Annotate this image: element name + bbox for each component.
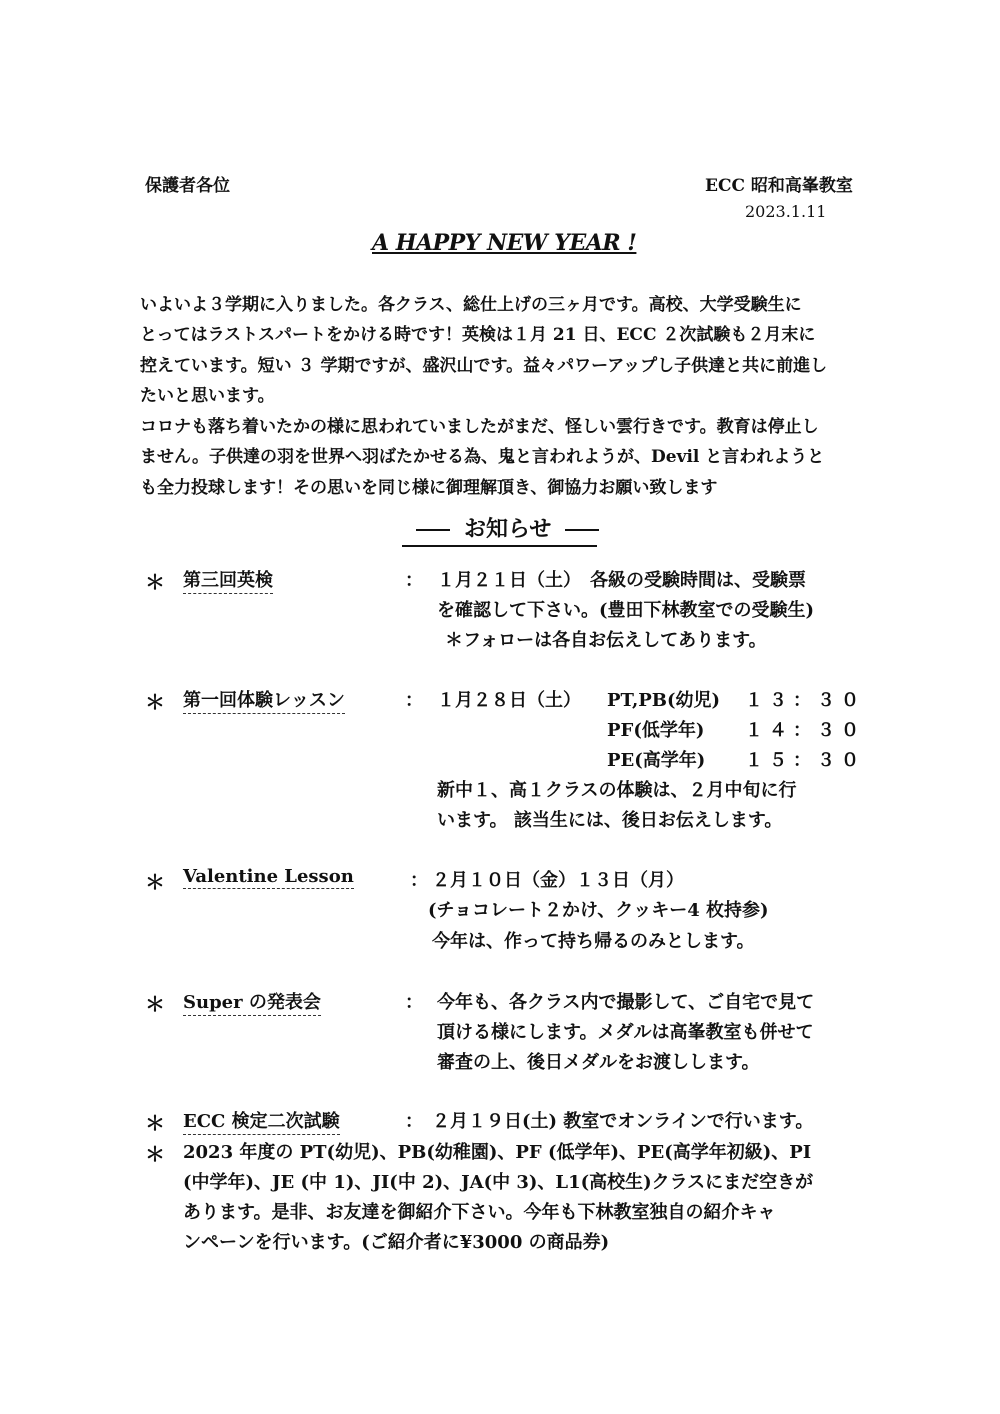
- eiken-line: ＊フォローは各自お伝えしてあります。: [445, 630, 767, 651]
- section-title-text: お知らせ: [464, 516, 552, 542]
- trial-class-time: １３：３０: [745, 690, 865, 711]
- bullet-asterisk: ＊: [145, 992, 165, 1016]
- vacancy-line: ンペーンを行います。(ご紹介者に¥3000 の商品券): [183, 1232, 610, 1253]
- addressee: 保護者各位: [145, 176, 230, 196]
- valentine-line: (チョコレート２かけ、クッキー4 枚持参): [428, 900, 769, 921]
- trial-class-time: １４：３０: [745, 720, 865, 741]
- valentine-line: 今年は、作って持ち帰るのみとします。: [432, 931, 755, 952]
- vacancy-line: 2023 年度の PT(幼児)、PB(幼稚園)、PF (低学年)、PE(高学年初級)、PI: [183, 1142, 812, 1163]
- dash-decoration: [565, 529, 599, 531]
- trial-class-time: １５：３０: [745, 750, 865, 771]
- bullet-asterisk: ＊: [145, 690, 165, 714]
- super-line: 頂ける様にします。メダルは高峯教室も併せて: [437, 1022, 814, 1043]
- trial-class-label: PF(低学年): [607, 720, 705, 741]
- intro-line: も全力投球します！その思いを同じ様に御理解頂き、御協力お願い致します: [140, 478, 718, 498]
- item-colon: ：: [405, 992, 423, 1013]
- item-title-ecc-exam: ECC 検定二次試験: [183, 1107, 340, 1135]
- item-colon: ：: [405, 1111, 423, 1132]
- section-underline: [402, 545, 597, 547]
- bullet-asterisk: ＊: [145, 570, 165, 594]
- intro-line: コロナも落ち着いたかの様に思われていましたがまだ、怪しい雲行きです。教育は停止し: [140, 417, 819, 437]
- dash-decoration: [416, 529, 450, 531]
- trial-note: 新中１、高１クラスの体験は、２月中旬に行: [437, 780, 797, 801]
- item-title-super: Super の発表会: [183, 988, 321, 1016]
- super-line: 審査の上、後日メダルをお渡しします。: [437, 1052, 760, 1073]
- section-title: [402, 512, 613, 543]
- trial-class-label: PT,PB(幼児): [607, 690, 721, 711]
- item-title-trial-lesson: 第一回体験レッスン: [183, 686, 345, 714]
- item-colon: ：: [405, 690, 423, 711]
- trial-class-label: PE(高学年): [607, 750, 706, 771]
- bullet-asterisk: ＊: [145, 1111, 165, 1135]
- eiken-line: を確認して下さい。(豊田下林教室での受験生): [437, 600, 815, 621]
- bullet-asterisk: ＊: [145, 870, 165, 894]
- intro-line: いよいよ３学期に入りました。各クラス、総仕上げの三ヶ月です。高校、大学受験生に: [140, 295, 802, 315]
- item-title-valentine: Valentine Lesson: [183, 866, 354, 887]
- intro-line: とってはラストスパートをかける時です！英検は１月 21 日、ECC ２次試験も２月末に: [140, 325, 816, 345]
- vacancy-line: あります。是非、お友達を御紹介下さい。今年も下林教室独自の紹介キャ: [183, 1202, 776, 1223]
- intro-line: ません。子供達の羽を世界へ羽ばたかせる為、鬼と言われようが、Devil と言われようと: [140, 447, 825, 467]
- ecc-line: ２月１９日(土) 教室でオンラインで行います。: [432, 1111, 814, 1132]
- trial-date: １月２８日（土）: [437, 690, 581, 711]
- bullet-asterisk: ＊: [145, 1142, 165, 1166]
- vacancy-line: (中学年)、JE (中 1)、JI(中 2)、JA(中 3)、L1(高校生)クラスにまだ空きが: [183, 1172, 814, 1193]
- intro-line: たいと思います。: [140, 386, 275, 406]
- item-colon: ：: [405, 570, 423, 591]
- item-title-eiken: 第三回英検: [183, 566, 273, 594]
- eiken-line: １月２１日（土） 各級の受験時間は、受験票: [437, 570, 806, 591]
- intro-line: 控えています。短い ３ 学期ですが、盛沢山です。益々パワーアップし子供達と共に前進し: [140, 356, 828, 376]
- valentine-line: ２月１０日（金）１３日（月）: [432, 870, 684, 891]
- issue-date: 2023.1.11: [745, 202, 827, 221]
- school-name: ECC 昭和高峯教室: [705, 176, 853, 196]
- headline: A HAPPY NEW YEAR !: [372, 230, 637, 256]
- item-colon: ：: [410, 870, 428, 891]
- super-line: 今年も、各クラス内で撮影して、ご自宅で見て: [437, 992, 815, 1013]
- trial-note: います。 該当生には、後日お伝えします。: [437, 810, 783, 831]
